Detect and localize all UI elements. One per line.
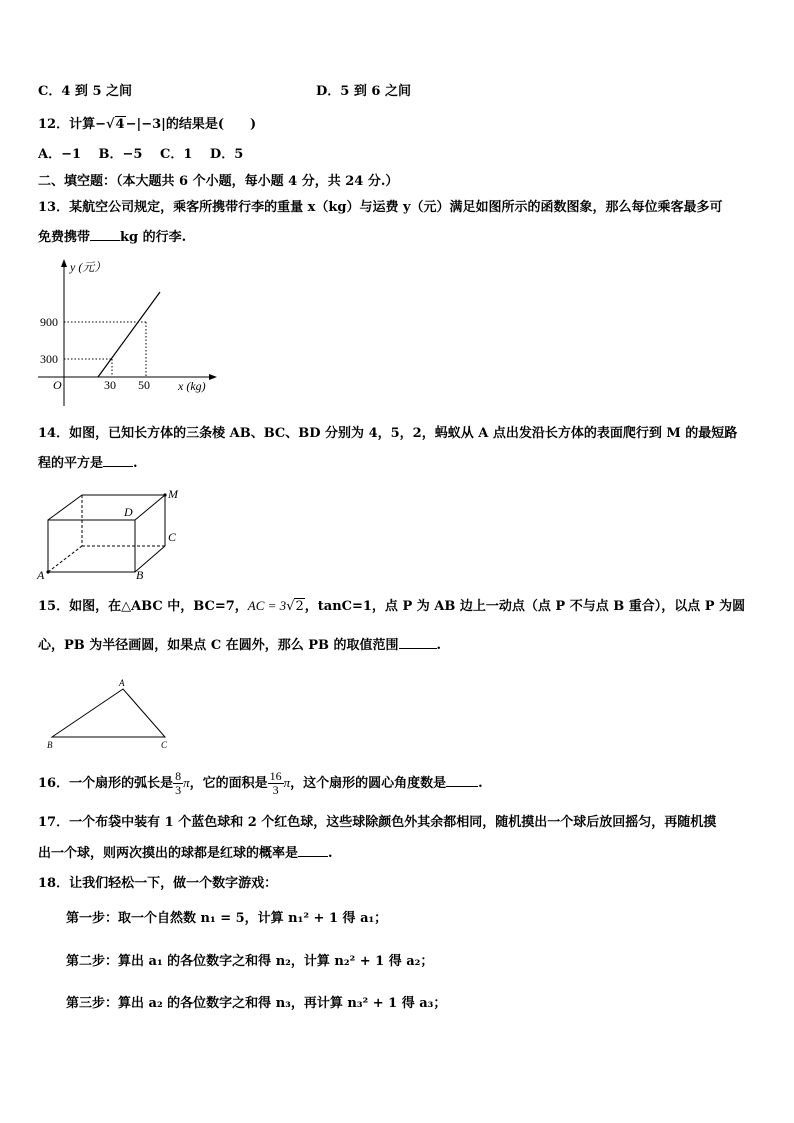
- q15-ac-radicand: 2: [295, 599, 304, 614]
- graph-y-tick-900: 900: [40, 315, 58, 329]
- q18-step-2: 第二步：算出 a₁ 的各位数字之和得 n₂，计算 n₂² + 1 得 a₂；: [66, 954, 434, 969]
- q18-intro: 18．让我们轻松一下，做一个数字游戏：: [38, 876, 278, 891]
- q14-answer-blank: [103, 466, 133, 467]
- q12-radicand: 4: [115, 117, 125, 132]
- cuboid-edge: [48, 495, 82, 520]
- q13-line-2: [38, 230, 186, 246]
- label-b: B: [136, 568, 144, 582]
- fraction-8-3: [173, 770, 183, 797]
- q12-text-pre: 计算−: [69, 117, 106, 132]
- fraction-denominator: 3: [175, 783, 182, 797]
- q15-text-a: 15．如图，在△ABC 中，BC=7，: [38, 599, 248, 614]
- tri-label-c: C: [161, 740, 168, 750]
- q15-ac-formula: AC = 3: [247, 598, 287, 613]
- label-a: A: [37, 568, 45, 582]
- q15-line-1: [38, 598, 745, 615]
- q17-line-2: [38, 846, 333, 862]
- q14-line-2: [38, 456, 138, 472]
- graph-x-label: x (kg): [178, 379, 206, 393]
- q12-number: 12．: [38, 117, 70, 132]
- q15-text-d: .: [436, 638, 442, 653]
- point-m: [163, 493, 166, 496]
- graph-x-tick-50: 50: [138, 378, 150, 392]
- q11-option-d: D．5 到 6 之间: [316, 84, 411, 99]
- q16-line: [38, 768, 483, 799]
- q16-text-a: 16．一个扇形的弧长是: [38, 776, 174, 791]
- triangle-abc: [52, 689, 165, 737]
- question-12: [38, 117, 256, 133]
- q17-answer-blank: [298, 856, 328, 857]
- q13-text-b: kg 的行李.: [120, 230, 187, 245]
- q17-line-1: 17．一个布袋中装有 1 个蓝色球和 2 个红色球，这些球除颜色外其余都相同，随机摸出一个球后放回摇匀，再随机摸: [38, 815, 717, 830]
- q12-text-post: −|−3|的结果是( ): [125, 117, 257, 132]
- q11-option-c: C．4 到 5 之间: [38, 84, 133, 99]
- pi-symbol: π: [183, 775, 190, 790]
- q14-line-1: 14．如图，已知长方体的三条棱 AB、BC、BD 分别为 4，5，2，蚂蚁从 A 点出发沿长方体的表面爬行到 M 的最短路: [38, 426, 738, 441]
- q14-cuboid-figure: [34, 484, 184, 582]
- graph-y-label: y (元）: [70, 260, 107, 274]
- graph-origin: O: [53, 378, 62, 392]
- sqrt-sign: √: [286, 599, 295, 614]
- q13-answer-blank: [90, 240, 120, 241]
- label-m: M: [168, 487, 178, 501]
- q17-text-b: .: [328, 846, 333, 861]
- fraction-numerator: 16: [269, 769, 282, 783]
- q13-line-1: 13．某航空公司规定，乘客所携带行李的重量 x（kg）与运费 y（元）满足如图所示的函数图象，那么每位乘客最多可: [38, 200, 723, 215]
- graph-y-tick-300: 300: [40, 352, 58, 366]
- cuboid-edge: [135, 495, 165, 520]
- fraction-numerator: 8: [175, 769, 182, 783]
- fraction-16-3: [268, 770, 284, 797]
- x-axis-arrow: [209, 374, 217, 380]
- tri-label-b: B: [47, 740, 53, 750]
- cuboid-hidden-edge: [48, 546, 82, 572]
- pi-symbol: π: [283, 775, 291, 790]
- q12-options: A．−1 B．−5 C．1 D．5: [38, 147, 244, 162]
- q16-text-b: ，它的面积是: [189, 776, 268, 791]
- q17-text-a: 出一个球，则两次摸出的球都是红球的概率是: [38, 846, 299, 861]
- q18-step-1: 第一步：取一个自然数 n₁ = 5，计算 n₁² + 1 得 a₁；: [66, 911, 388, 926]
- y-axis-arrow: [61, 259, 67, 267]
- q13-function-graph: [34, 256, 218, 414]
- q15-text-b: ，tanC=1，点 P 为 AB 边上一动点（点 P 不与点 B 重合），以点 P 为圆: [304, 599, 746, 614]
- q16-text-c: ，这个扇形的圆心角度数是: [290, 776, 447, 791]
- q15-triangle-figure: [40, 676, 176, 750]
- section-2-heading: 二、填空题：（本大题共 6 个小题，每小题 4 分，共 24 分.）: [38, 174, 399, 189]
- q13-text-a: 免费携带: [38, 230, 91, 245]
- q15-text-c: 心，PB 为半径画圆，如果点 C 在圆外，那么 PB 的取值范围: [38, 638, 399, 653]
- label-d: D: [124, 505, 133, 519]
- point-a: [46, 570, 49, 573]
- q14-text-b: .: [133, 456, 138, 471]
- q14-text-a: 程的平方是: [38, 456, 104, 471]
- q16-answer-blank: [446, 786, 478, 787]
- cuboid-front-face: [48, 520, 135, 572]
- graph-x-tick-30: 30: [104, 378, 116, 392]
- tri-label-a: A: [119, 678, 125, 688]
- q18-step-3: 第三步：算出 a₂ 的各位数字之和得 n₃，再计算 n₃² + 1 得 a₃；: [66, 996, 447, 1011]
- label-c: C: [168, 530, 177, 544]
- sqrt-sign: √: [106, 117, 115, 132]
- q15-line-2: [38, 638, 441, 654]
- q16-text-d: .: [478, 776, 483, 791]
- q15-answer-blank: [399, 648, 437, 649]
- function-line: [98, 292, 160, 377]
- fraction-denominator: 3: [272, 783, 279, 797]
